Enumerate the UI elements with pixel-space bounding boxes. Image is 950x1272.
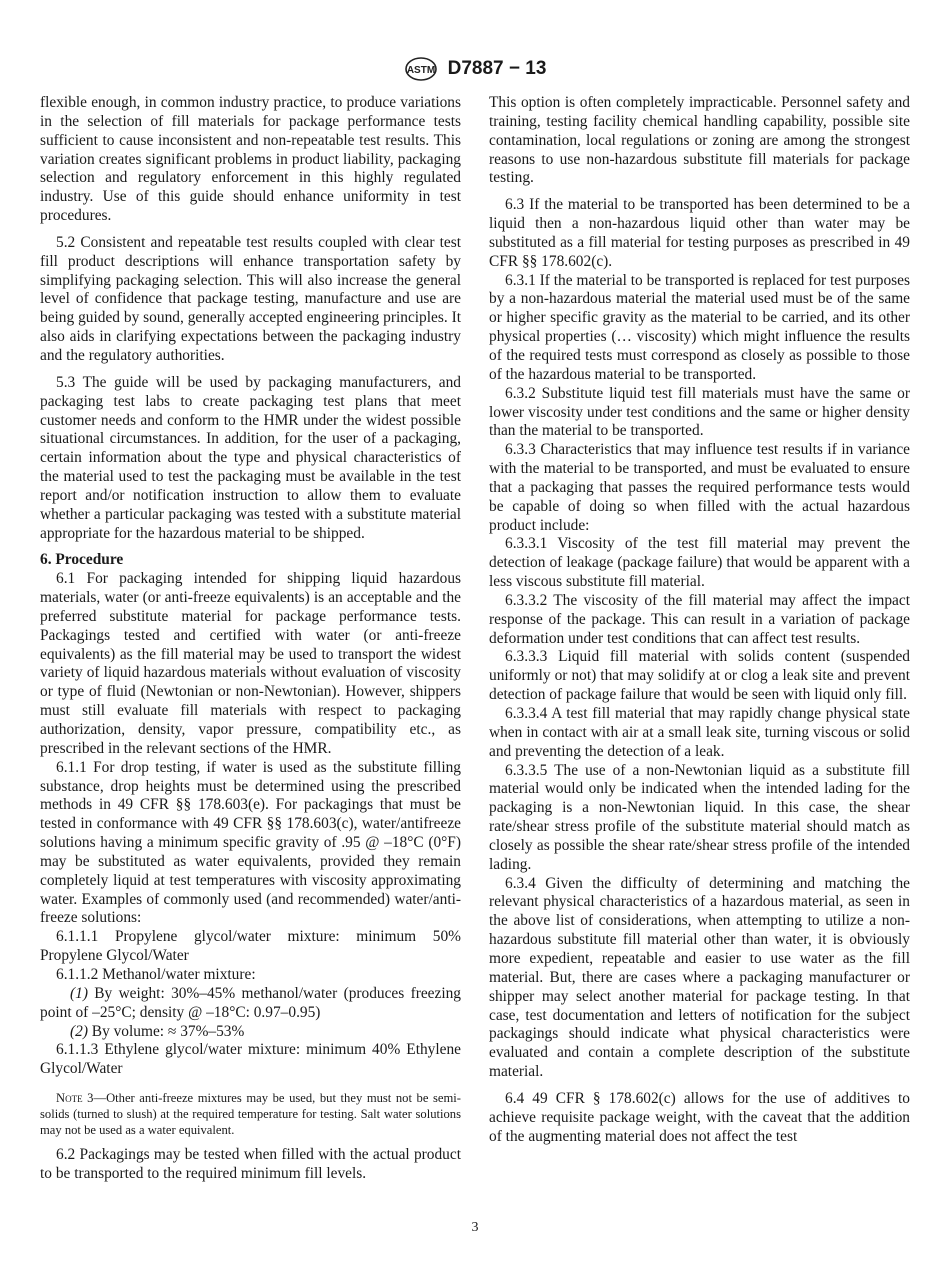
page-header bbox=[0, 56, 950, 82]
paragraph-6-3-3-2: 6.3.3.2 The viscosity of the fill material may affect the impact response of the package. This can result in a variation of package deformation under test conditions that can affect test results. bbox=[489, 591, 910, 647]
right-column bbox=[489, 94, 910, 1146]
paragraph-6-1-1-2: 6.1.1.2 Methanol/water mixture: bbox=[56, 965, 256, 983]
paragraph: This option is often completely impracticable. Personnel safety and training, testing facility chemical handling capability, possible site contamination, local regulations or zoning are among the strongest reasons to use non-hazardous substitute fill materials for package testing. bbox=[489, 94, 910, 187]
paragraph-6-3-3: 6.3.3 Characteristics that may influence test results if in variance with the material to be transported, and must be evaluated to ensure that a packaging that passes the required performance tests would be capable of doing so when filled with the actual hazardous product include: bbox=[489, 441, 910, 534]
paragraph: flexible enough, in common industry practice, to produce variations in the selection of fill materials for package performance tests sufficient to cause inconsistent and non-repeatable test results. This variation creates significant problems in product liability, packaging selection and regulatory enforcement in this highly regulated industry. Use of this guide should enhance uniformity in test procedures. bbox=[40, 94, 461, 225]
item-text: By weight: 30%–45% methanol/water (produces freezing point of –25°C; density @ –18°C: 0.97–0.95) bbox=[40, 984, 461, 1021]
item-number: (2) bbox=[70, 1022, 88, 1040]
section-heading-procedure: 6. Procedure bbox=[40, 551, 124, 569]
paragraph-5-3: 5.3 The guide will be used by packaging manufacturers, and packaging test labs to create packaging test plans that meet customer needs and conform to the HMR under the widest possible situational circumstances. In addition, for the user of a packaging, certain information about the type and physical characteristics of the material used to test the packaging must be available in the test report and/or notification instruction to allow them to evaluate whether a particular packaging was tested with a substitute material appropriate for the hazardous material to be shipped. bbox=[40, 373, 461, 542]
paragraph-6-3-3-5: 6.3.3.5 The use of a non-Newtonian liquid as a substitute fill material would only be indicated when the intended lading for the packaging is a non-Newtonian liquid. In this case, the shear rate/shear stress profile of the substitute material should match as closely as possible the shear rate/shear stress profile of the intended lading. bbox=[489, 761, 910, 873]
note-label: Note 3 bbox=[56, 1091, 94, 1106]
paragraph-6-1-1-1: 6.1.1.1 Propylene glycol/water mixture: minimum 50% Propylene Glycol/Water bbox=[40, 928, 461, 965]
list-item bbox=[40, 985, 461, 1023]
svg-text:ASTM: ASTM bbox=[406, 65, 435, 76]
paragraph-6-3-3-4: 6.3.3.4 A test fill material that may rapidly change physical state when in contact with air at a small leak site, turning viscous or solid and preventing the detection of a leak. bbox=[489, 705, 910, 760]
paragraph-6-3-3-1: 6.3.3.1 Viscosity of the test fill material may prevent the detection of leakage (package failure) that would be apparent with a less viscous substitute fill material. bbox=[489, 535, 910, 591]
paragraph-6-1-1-3: 6.1.1.3 Ethylene glycol/water mixture: minimum 40% Ethylene Glycol/Water bbox=[40, 1041, 461, 1078]
document-id: D7887 − 13 bbox=[447, 58, 547, 79]
paragraph-6-3-1: 6.3.1 If the material to be transported is replaced for test purposes by a non-hazardous material the material used must be of the same or higher specific gravity as the material to be carried, and its other physical properties (… viscosity) which might influence the results of the required tests must correspond as closely as possible to those of the hazardous material to be transported. bbox=[489, 271, 910, 383]
list-item bbox=[40, 1023, 461, 1042]
item-text: By volume: ≈ 37%–53% bbox=[87, 1022, 245, 1040]
paragraph-6-3: 6.3 If the material to be transported has been determined to be a liquid then a non-hazardous liquid other than water may be substituted as a fill material for testing purposes as prescribed in 49 CFR §§ 178.602(c). bbox=[489, 196, 910, 270]
paragraph-6-3-3-3: 6.3.3.3 Liquid fill material with solids content (suspended uniformly or not) that may solidify at or clog a leak site and prevent detection of package failure that would be seen with liquid only fill. bbox=[489, 648, 910, 704]
paragraph-6-1: 6.1 For packaging intended for shipping liquid hazardous materials, water (or anti-freeze equivalents) is an acceptable and the preferred substitute material for package performance tests. Packagings tested and certified with water (or anti-freeze equivalents) as the fill material may be used to transport the widest variety of liquid hazardous materials without evaluation of viscosity or type of fluid (Newtonian or non-Newtonian). However, shippers must still evaluate fill materials with respect to packaging authorization, density, vapor pressure, compatibility etc., as prescribed in the relevant sections of the HMR. bbox=[40, 570, 461, 757]
item-number: (1) bbox=[70, 984, 88, 1002]
paragraph-6-3-4: 6.3.4 Given the difficulty of determining and matching the relevant physical characteristics of a hazardous material, as seen in the above list of considerations, when attempting to utilize a non-hazardous substitute fill material other than water, it is obviously more expedient, repeatable and easier to use water as the fill material. But, there are cases where a packaging manufacturer or shipper may select another material for package testing. In that case, test documentation and letters of notification for the subject packagings should indicate what physical characteristics were evaluated and contain a complete description of the substitute material. bbox=[489, 874, 910, 1081]
paragraph-5-2: 5.2 Consistent and repeatable test results coupled with clear test fill product descriptions will enhance transportation safety by simplifying packaging selection. This will also increase the general level of confidence that package testing, manufacture and use are being guided by sound, generally accepted engineering principles. It also aids in clarifying expectations between the packaging industry and the regulatory authorities. bbox=[40, 233, 461, 364]
left-column bbox=[40, 94, 461, 1184]
paragraph-6-2: 6.2 Packagings may be tested when filled with the actual product to be transported to the required minimum fill levels. bbox=[40, 1146, 461, 1182]
astm-logo-icon bbox=[404, 56, 438, 82]
paragraph-6-4: 6.4 49 CFR § 178.602(c) allows for the use of additives to achieve requisite package weight, with the caveat that the addition of the augmenting material does not affect the test bbox=[489, 1089, 910, 1145]
paragraph-6-3-2: 6.3.2 Substitute liquid test fill materials must have the same or lower viscosity under test conditions and the same or higher density than the material to be transported. bbox=[489, 384, 910, 440]
note-3 bbox=[40, 1090, 461, 1138]
note-text: —Other anti-freeze mixtures may be used, but they must not be semi-solids (turned to slush) at the required temperature for testing. Salt water solutions may not be used as a water equivalent. bbox=[40, 1091, 461, 1138]
paragraph-6-1-1: 6.1.1 For drop testing, if water is used as the substitute filling substance, drop heights must be determined using the prescribed methods in 49 CFR §§ 178.603(e). For packagings that must be tested in conformance with 49 CFR §§ 178.603(c), water/antifreeze solutions having a minimum specific gravity of .95 @ –18°C (0°F) may be substituted as water equivalents, provided they remain completely liquid at test temperatures with viscosity approximating water. Examples of commonly used (and recommended) water/anti-freeze solutions: bbox=[40, 758, 461, 927]
page-number: 3 bbox=[471, 1220, 479, 1235]
